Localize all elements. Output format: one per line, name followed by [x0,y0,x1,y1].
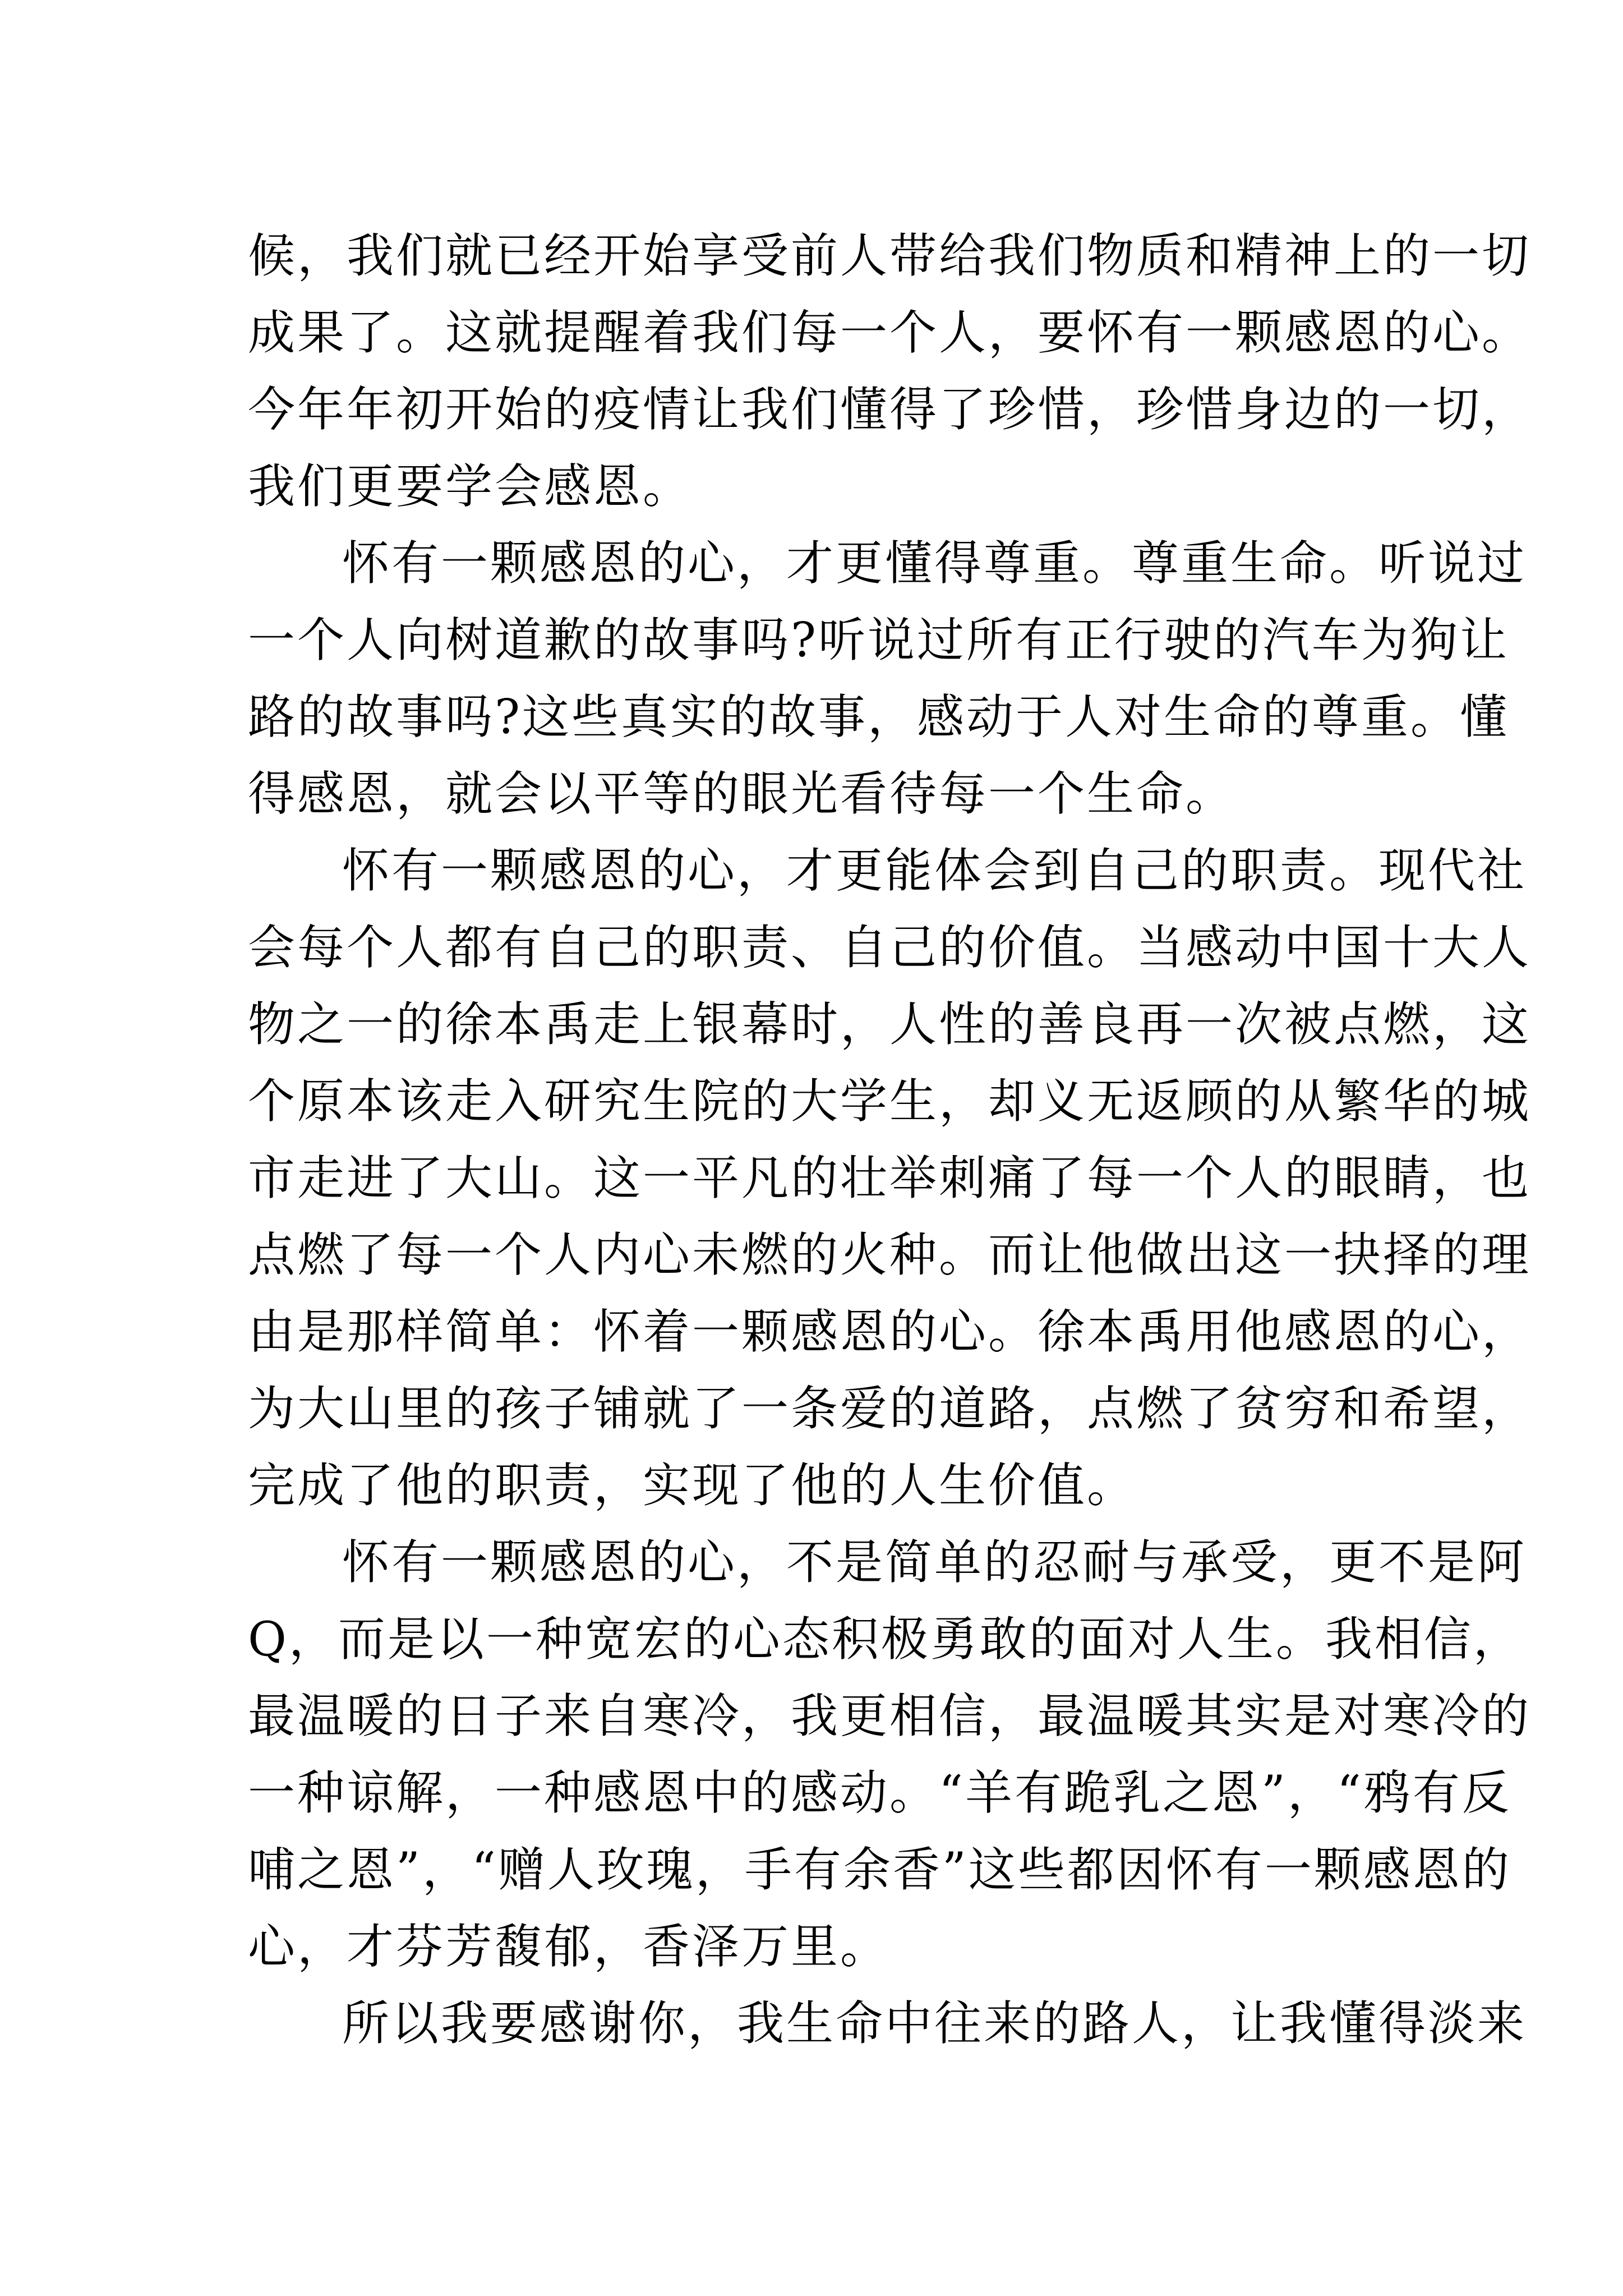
text-line: 路的故事吗?这些真实的故事，感动于人对生命的尊重。懂 [248,689,1510,744]
text-line: 得感恩，就会以平等的眼光看待每一个生命。 [248,766,1235,821]
text-line: 最温暖的日子来自寒冷，我更相信，最温暖其实是对寒冷的 [248,1688,1532,1743]
text-line: 哺之恩”，“赠人玫瑰，手有余香”这些都因怀有一颗感恩的 [248,1842,1511,1897]
text-line: 我们更要学会感恩。 [248,459,693,514]
text-line: 市走进了大山。这一平凡的壮举刺痛了每一个人的眼睛，也 [248,1151,1532,1205]
paragraph-first-line: 所以我要感谢你，我生命中往来的路人，让我懂得淡来 [342,1996,1527,2051]
text-line: Q，而是以一种宽宏的心态积极勇敢的面对人生。我相信， [248,1612,1523,1667]
text-line: 一个人向树道歉的故事吗?听说过所有正行驶的汽车为狗让 [248,613,1510,668]
text-line: 物之一的徐本禹走上银幕时，人性的善良再一次被点燃，这 [248,997,1532,1052]
text-line: 完成了他的职责，实现了他的人生价值。 [248,1458,1137,1513]
text-line: 点燃了每一个人内心未燃的火种。而让他做出这一抉择的理 [248,1227,1532,1282]
text-line: 成果了。这就提醒着我们每一个人，要怀有一颗感恩的心。 [248,305,1532,360]
text-line: 心，才芬芳馥郁，香泽万里。 [248,1919,890,1974]
paragraph-first-line: 怀有一颗感恩的心，不是简单的忍耐与承受，更不是阿 [342,1535,1527,1590]
text-line: 今年年初开始的疫情让我们懂得了珍惜，珍惜身边的一切， [248,382,1532,437]
document-body-text [248,218,1532,2062]
paragraph-first-line: 怀有一颗感恩的心，才更懂得尊重。尊重生命。听说过 [342,536,1527,591]
text-line: 候，我们就已经开始享受前人带给我们物质和精神上的一切 [248,228,1532,283]
text-line: 一种谅解，一种感恩中的感动。“羊有跪乳之恩”，“鸦有反 [248,1765,1511,1820]
text-line: 由是那样简单：怀着一颗感恩的心。徐本禹用他感恩的心， [248,1304,1532,1359]
paragraph-first-line: 怀有一颗感恩的心，才更能体会到自己的职责。现代社 [342,843,1527,898]
text-line: 为大山里的孩子铺就了一条爱的道路，点燃了贫穷和希望， [248,1381,1532,1436]
text-line: 会每个人都有自己的职责、自己的价值。当感动中国十大人 [248,920,1532,975]
text-line: 个原本该走入研究生院的大学生，却义无返顾的从繁华的城 [248,1074,1532,1129]
